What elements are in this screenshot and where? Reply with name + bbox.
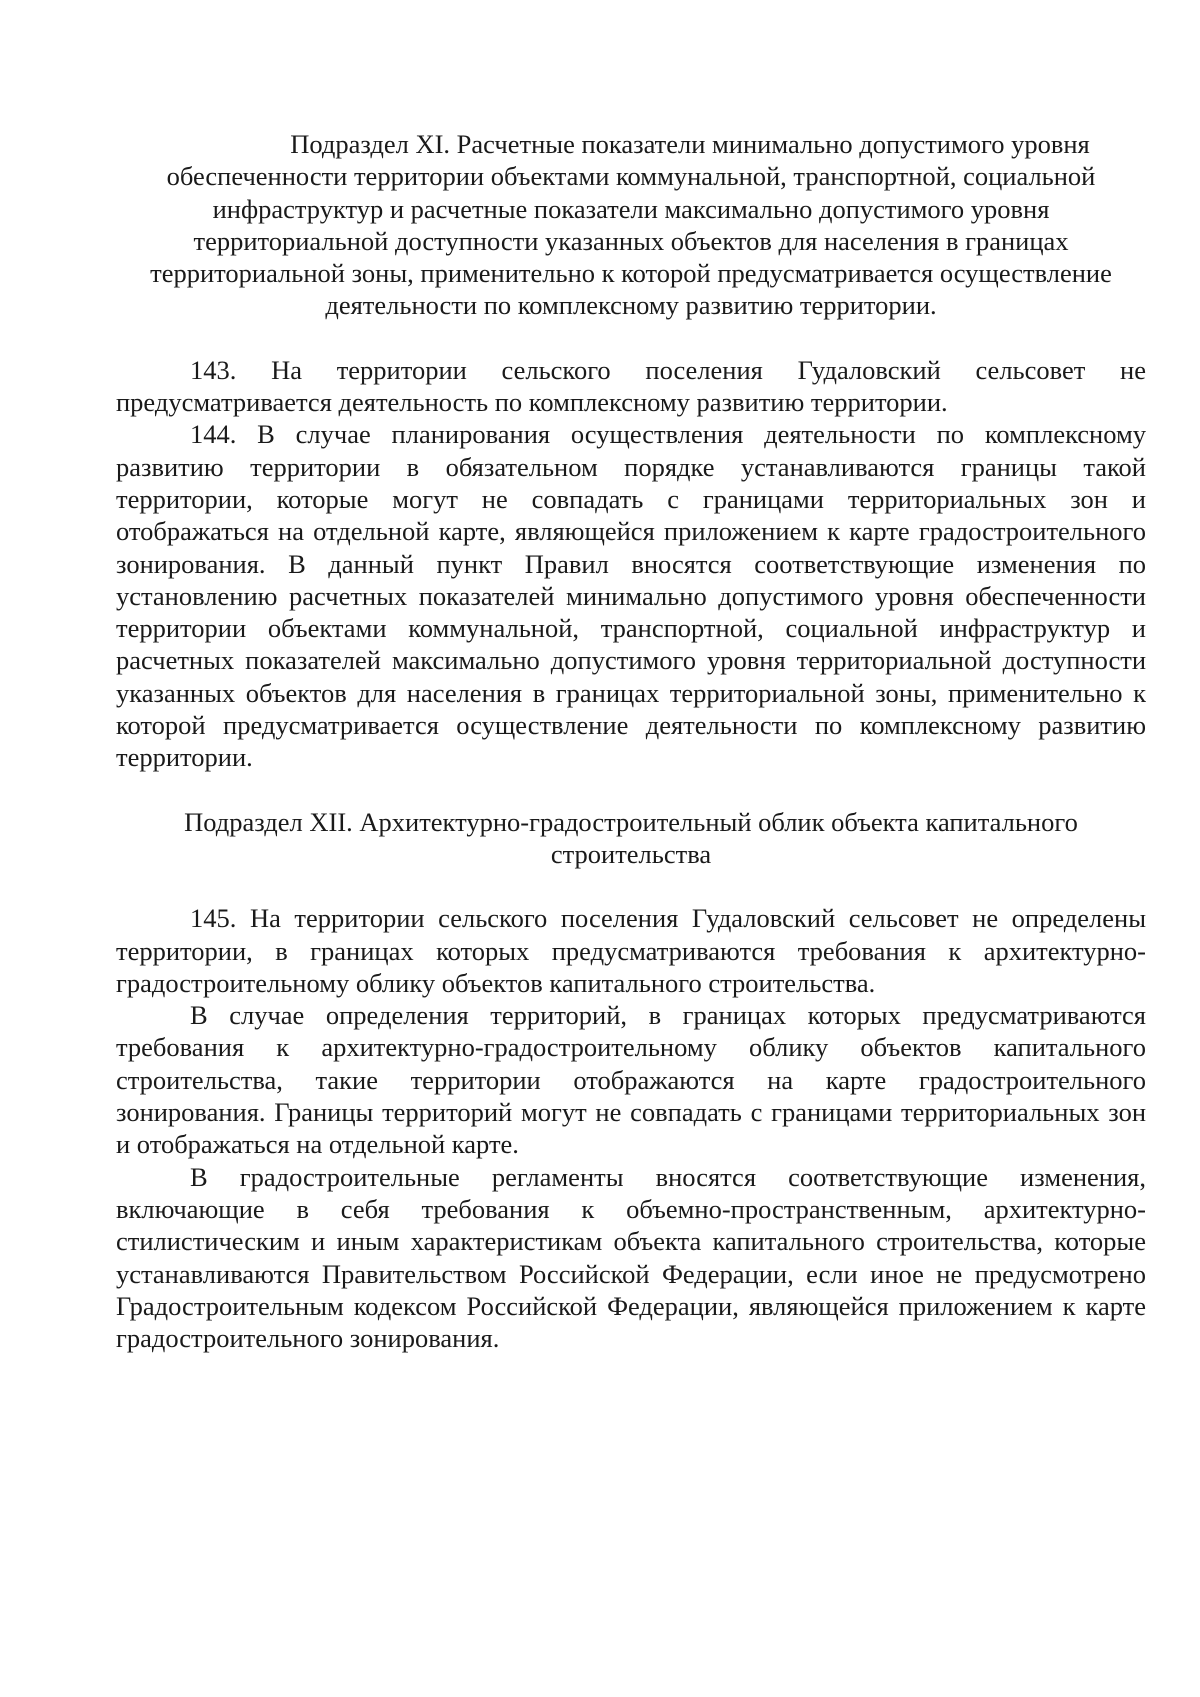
spacer	[116, 322, 1146, 354]
subsection-xii-heading: Подраздел XII. Архитектурно-градостроительный облик объекта капитального строительства	[184, 806, 1078, 869]
subsection-xi-heading	[116, 128, 1146, 322]
spacer	[116, 774, 1146, 806]
paragraph-145: 145. На территории сельского поселения Гудаловский сельсовет не определены территории, в границах которых предусматриваются требования к архитектурно-градостроительному облику объектов капитального строительства.	[116, 903, 1146, 998]
document-page	[116, 128, 1146, 1354]
spacer	[116, 870, 1146, 902]
paragraph-144: 144. В случае планирования осуществления деятельности по комплексному развитию территории в обязательном порядке устанавливаются границы такой территории, которые могут не совпадать с границами территориальных зон и отображаться на отдельной карте, являющейся приложением к карте градостроительного зонирования. В данный пункт Правил вносятся соответствующие изменения по установлению расчетных показателей минимально допустимого уровня обеспеченности территории объектами коммунальной, транспортной, социальной инфраструктур и расчетных показателей максимально допустимого уровня территориальной доступности указанных объектов для населения в границах территориальной зоны, применительно к которой предусматривается осуществление деятельности по комплексному развитию территории.	[116, 419, 1146, 773]
paragraph-regulations: В градостроительные регламенты вносятся соответствующие изменения, включающие в себя требования к объемно-пространственным, архитектурно-стилистическим и иным характеристикам объекта капитального строительства, которые устанавливаются Правительством Российской Федерации, если иное не предусмотрено Градостроительным кодексом Российской Федерации, являющейся приложением к карте градостроительного зонирования.	[116, 1161, 1146, 1354]
subsection-xi-title: Подраздел XI. Расчетные показатели минимально допустимого уровня обеспеченности территории объектами коммунальной, транспортной, социальной инфраструктур и расчетные показатели максимально допустимого уровня территориальной доступности указанных объектов для населения в границах территориальной зоны, применительно к которой предусматривается осуществление деятельности по комплексному развитию территории.	[150, 129, 1112, 321]
paragraph-143: 143. На территории сельского поселения Гудаловский сельсовет не предусматривается деятельность по комплексному развитию территории.	[116, 354, 1146, 418]
paragraph-territories: В случае определения территорий, в границах которых предусматриваются требования к архитектурно-градостроительному облику объектов капитального строительства, такие территории отображаются на карте градостроительного зонирования. Границы территорий могут не совпадать с границами территориальных зон и отображаться на отдельной карте.	[116, 1000, 1146, 1160]
